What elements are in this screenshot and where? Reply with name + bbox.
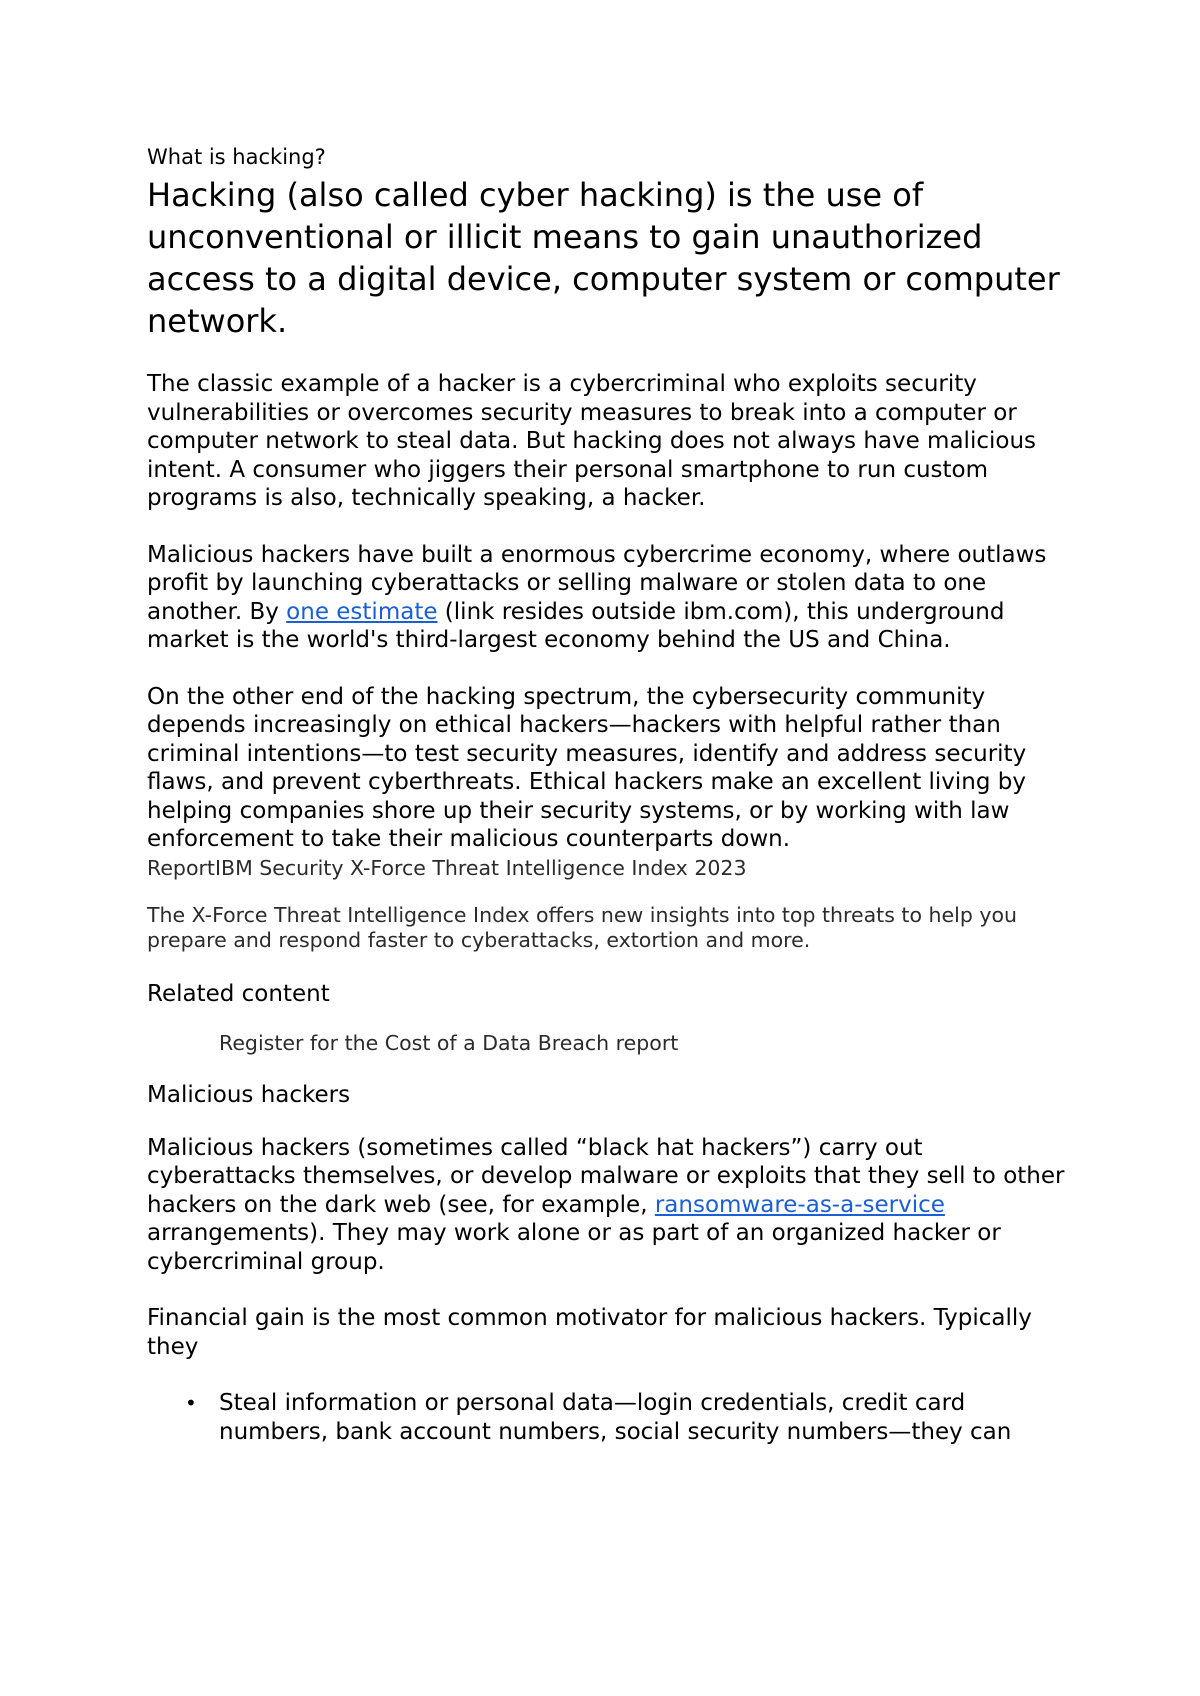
paragraph-ethical-hackers: On the other end of the hacking spectrum, the cybersecurity community depends increasingly on ethical hackers—hackers with helpful rather than criminal intentions—to test security measures, identify and address security flaws, and prevent cyberthreats. Ethical hackers make an excellent living by helping companies shore up their security systems, or by working with law enforcement to take their malicious counterparts down.: [147, 683, 1027, 852]
related-content-heading: Related content: [147, 980, 330, 1007]
list-item: [147, 1389, 1067, 1446]
paragraph-cybercrime-economy: [147, 541, 1067, 655]
kicker-question: What is hacking?: [147, 145, 326, 169]
bullet-icon: •: [185, 1391, 197, 1415]
related-content-item[interactable]: Register for the Cost of a Data Breach report: [219, 1030, 679, 1055]
paragraph-financial-gain: Financial gain is the most common motivator for malicious hackers. Typically they: [147, 1305, 1032, 1360]
report-description: The X-Force Threat Intelligence Index offers new insights into top threats to help you prepare and respond faster to cyberattacks, extortion and more.: [147, 902, 1018, 952]
lead-definition: Hacking (also called cyber hacking) is the use of unconventional or illicit means to gain unauthorized access to a digital device, computer system or computer network.: [147, 176, 1060, 340]
list-item-text: Steal information or personal data—login credentials, credit card numbers, bank account numbers, social security numbers—they can: [219, 1390, 1012, 1445]
paragraph-text: (link resides outside ibm.com), this underground market is the world's third-largest economy behind the US and China.: [147, 598, 1005, 653]
paragraph-text: arrangements). They may work alone or as part of an organized hacker or cybercriminal group.: [147, 1220, 1001, 1275]
paragraph-text: Malicious hackers have built a enormous cybercrime economy, where outlaws profit by launching cyberattacks or selling malware or stolen data to one another. By: [147, 541, 1047, 625]
report-title-line: ReportIBM Security X-Force Threat Intelligence Index 2023: [147, 855, 747, 880]
paragraph-classic-example: The classic example of a hacker is a cybercriminal who exploits security vulnerabilities or overcomes security measures to break into a computer or computer network to steal data. But hacking does not always have malicious intent. A consumer who jiggers their personal smartphone to run custom programs is also, technically speaking, a hacker.: [147, 371, 1037, 511]
ransomware-as-a-service-link[interactable]: ransomware-as-a-service: [654, 1191, 945, 1218]
paragraph-black-hat: [147, 1134, 1067, 1277]
one-estimate-link[interactable]: one estimate: [286, 598, 438, 625]
document-page: [147, 142, 1067, 1446]
paragraph-text: Malicious hackers (sometimes called “black hat hackers”) carry out cyberattacks themselves, or develop malware or exploits that they sell to other hackers on the dark web (see, for example,: [147, 1134, 1065, 1218]
malicious-hackers-heading: Malicious hackers: [147, 1081, 351, 1108]
motivator-list: [147, 1389, 1067, 1446]
